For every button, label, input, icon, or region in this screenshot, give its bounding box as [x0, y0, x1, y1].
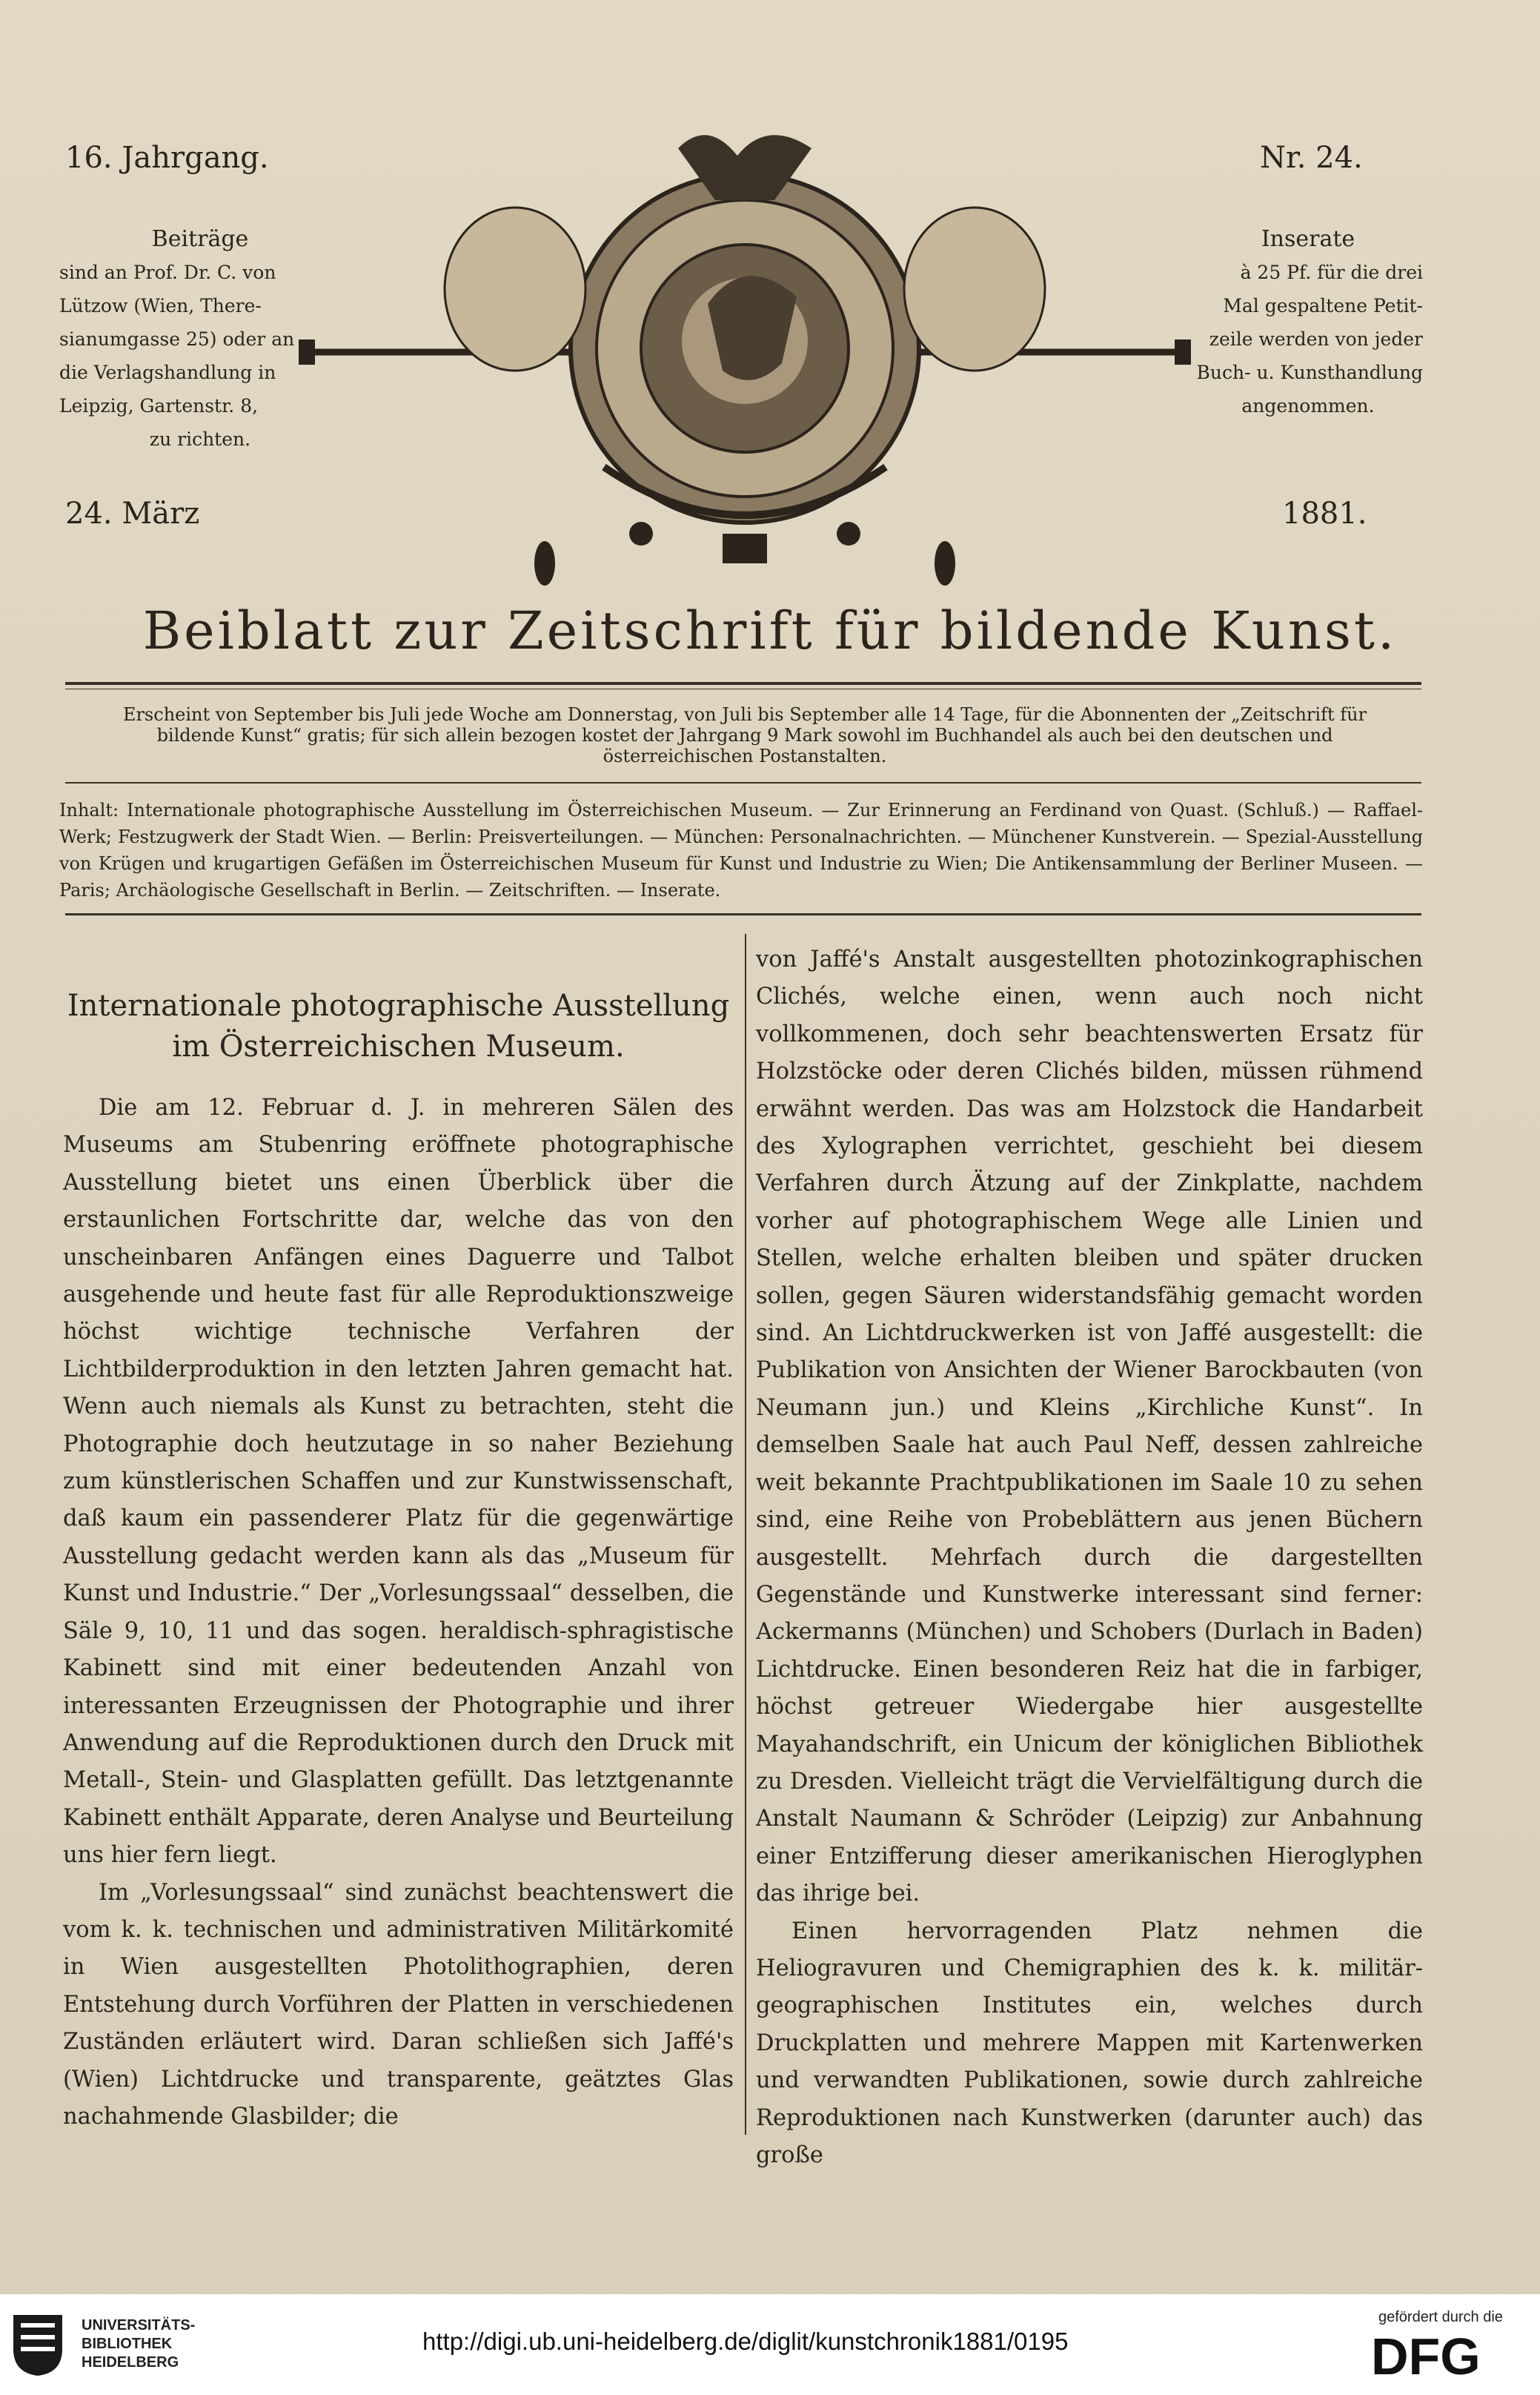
advertisements-line: Mal gespaltene Petit- [1223, 295, 1423, 317]
paragraph: Die am 12. Februar d. J. in mehreren Sälen des Museums am Stubenring eröffnete photographische Ausstellung bietet uns einen Überblick über die erstaunlichen Fortschritte dar, welche das von den unscheinbaren Anfängen eines Daguerre und Talbot ausgehende und heute fast für alle Reproduktionszweige höchst wichtige technische Verfahren der Lichtbilderproduktion in den letzten Jahren gemacht hat. Wenn auch niemals als Kunst zu betrachten, steht die Photographie doch heutzutage in so naher Beziehung zum künstlerischen Schaffen und zur Kunstwissenschaft, daß kaum ein passenderer Platz für die gegenwärtige Ausstellung gedacht werden kann als das „Museum für Kunst und Industrie.“ Der „Vorlesungssaal“ desselben, die Säle 9, 10, 11 und das sogen. heraldisch-sphragistische Kabinett sind mit einer bedeutenden Anzahl von interessanten Erzeugnissen der Photographie und ihrer Anwendung auf die Reproduktionen durch den Druck mit Metall-, Stein- und Glasplatten gefüllt. Das letztgenannte Kabinett enthält Apparate, deren Analyse und Beurteilung uns hier fern liegt. [63, 1095, 734, 1869]
contributions-line: Leipzig, Gartenstr. 8, [59, 395, 259, 417]
library-name [82, 2316, 195, 2372]
divider [65, 782, 1421, 784]
article-heading-line: Internationale photographische Ausstellung [67, 989, 730, 1023]
library-name-line: HEIDELBERG [82, 2354, 179, 2371]
library-name-line: BIBLIOTHEK [82, 2336, 173, 2352]
digitization-footer [0, 2294, 1540, 2395]
contributions-line: zu richten. [149, 428, 251, 450]
advertisements-line: à 25 Pf. für die drei [1240, 262, 1423, 283]
library-name-line: UNIVERSITÄTS- [82, 2317, 196, 2333]
divider [65, 682, 1421, 685]
table-of-contents [59, 797, 1423, 904]
article-heading-line: im Österreichischen Museum. [172, 1030, 625, 1064]
subscription-notice: Erscheint von September bis Juli jede Woche am Donnerstag, von Juli bis September alle 14 Tage, für die Abonnenten der „Zeitschrift für bildende Kunst“ gratis; für sich allein bezogen kostet der Jahrgang 9 Mark sowohl im Buchhandel als auch bei den deutschen und österreichischen Postanstalten. [122, 704, 1367, 766]
contributions-line: Lützow (Wien, There- [59, 295, 262, 317]
advertisements-box [1193, 222, 1423, 423]
advertisements-line: angenommen. [1241, 395, 1375, 417]
contents-label: Inhalt: [59, 800, 119, 821]
right-column [756, 941, 1423, 2174]
ub-heidelberg-logo-icon [9, 2310, 67, 2379]
page-title: Beiblatt zur Zeitschrift für bildende Kunst. [142, 600, 1398, 661]
athena-medallion-icon [293, 119, 1197, 600]
permalink-url[interactable]: http://digi.ub.uni-heidelberg.de/diglit/kunstchronik1881/0195 [422, 2328, 1069, 2355]
year-label: 1881. [1282, 497, 1367, 531]
advertisements-line: Buch- u. Kunsthandlung [1196, 362, 1423, 383]
divider [65, 913, 1421, 915]
advertisements-line: zeile werden von jeder [1209, 328, 1423, 350]
contributions-line: die Verlagshandlung in [59, 362, 276, 383]
paragraph: von Jaffé's Anstalt ausgestellten photozinkographischen Clichés, welche einen, wenn auch noch nicht vollkommenen, doch sehr beachtenswerten Ersatz für Holzstöcke oder deren Clichés bilden, müssen rühmend erwähnt werden. Das was am Holzstock die Handarbeit des Xylographen verrichtet, geschieht bei diesem Verfahren durch Ätzung auf der Zinkplatte, nachdem vorher auf photographischem Wege alle Linien und Stellen, welche erhalten bleiben und später drucken sollen, gegen Säuren widerstandsfähig gemacht worden sind. An Lichtdruckwerken ist von Jaffé ausgestellt: die Publikation von Ansichten der Wiener Barockbauten (von Neumann jun.) und Kleins „Kirchliche Kunst“. In demselben Saale hat auch Paul Neff, dessen zahlreiche weit bekannte Prachtpublikationen im Saale 10 zu sehen sind, eine Reihe von Probeblättern aus jenen Büchern ausgestellt. Mehrfach durch die dargestellten Gegenstände und Kunstwerke interessant sind ferner: Ackermanns (München) und Schobers (Durlach in Baden) Lichtdrucke. Einen besonderen Reiz hat die in farbiger, höchst getreuer Wiedergabe hier ausgestellte Mayahandschrift, ein Unicum der königlichen Bibliothek zu Dresden. Vielleicht trägt die Vervielfältigung durch die Anstalt Naumann & Schröder (Leipzig) zur Anbahnung einer Entzifferung dieser amerikanischen Hieroglyphen das ihrige bei. [756, 947, 1423, 1907]
paragraph: Im „Vorlesungssaal“ sind zunächst beachtenswert die vom k. k. technischen und administrativen Militärkomité in Wien ausgestellten Photolithographien, deren Entstehung durch Vorführen der Platten in verschiedenen Zuständen erläutert wird. Daran schließen sich Jaffé's (Wien) Lichtdrucke und transparente, geätztes Glas nachahmende Glasbilder; die [63, 1879, 734, 2130]
left-column [63, 1090, 734, 2136]
contributions-line: sind an Prof. Dr. C. von [59, 262, 276, 283]
contributions-heading: Beiträge [151, 226, 249, 252]
funding-label: gefördert durch die [1378, 2309, 1503, 2325]
issue-label: Nr. 24. [1260, 141, 1363, 175]
dfg-logo: DFG [1371, 2328, 1481, 2385]
paragraph: Einen hervorragenden Platz nehmen die Heliogravuren und Chemigraphien des k. k. militär-geographischen Institutes ein, welches durch Druckplatten und mehrere Mappen mit Kartenwerken und verwandten Publikationen, sowie durch zahlreiche Reproduktionen nach Kunstwerken (darunter auch) das große [756, 1918, 1423, 2168]
article-heading [63, 986, 734, 1067]
volume-label: 16. Jahrgang. [65, 141, 269, 175]
column-divider [745, 934, 746, 2135]
date-label: 24. März [65, 497, 200, 531]
contributions-line: sianumgasse 25) oder an [59, 328, 295, 350]
contents-text: Internationale photographische Ausstellung im Österreichischen Museum. — Zur Erinnerung an Ferdinand von Quast. (Schluß.) — Raffael-Werk; Festzugwerk der Stadt Wien. — Berlin: Preisverteilungen. — München: Personalnachrichten. — Münchener Kunstverein. — Spezial-Ausstellung von Krügen und krugartigen Gefäßen im Österreichischen Museum für Kunst und Industrie zu Wien; Die Antikensammlung der Berliner Museen. — Paris; Archäologische Gesellschaft in Berlin. — Zeitschriften. — Inserate. [59, 800, 1423, 901]
advertisements-heading: Inserate [1261, 226, 1355, 252]
